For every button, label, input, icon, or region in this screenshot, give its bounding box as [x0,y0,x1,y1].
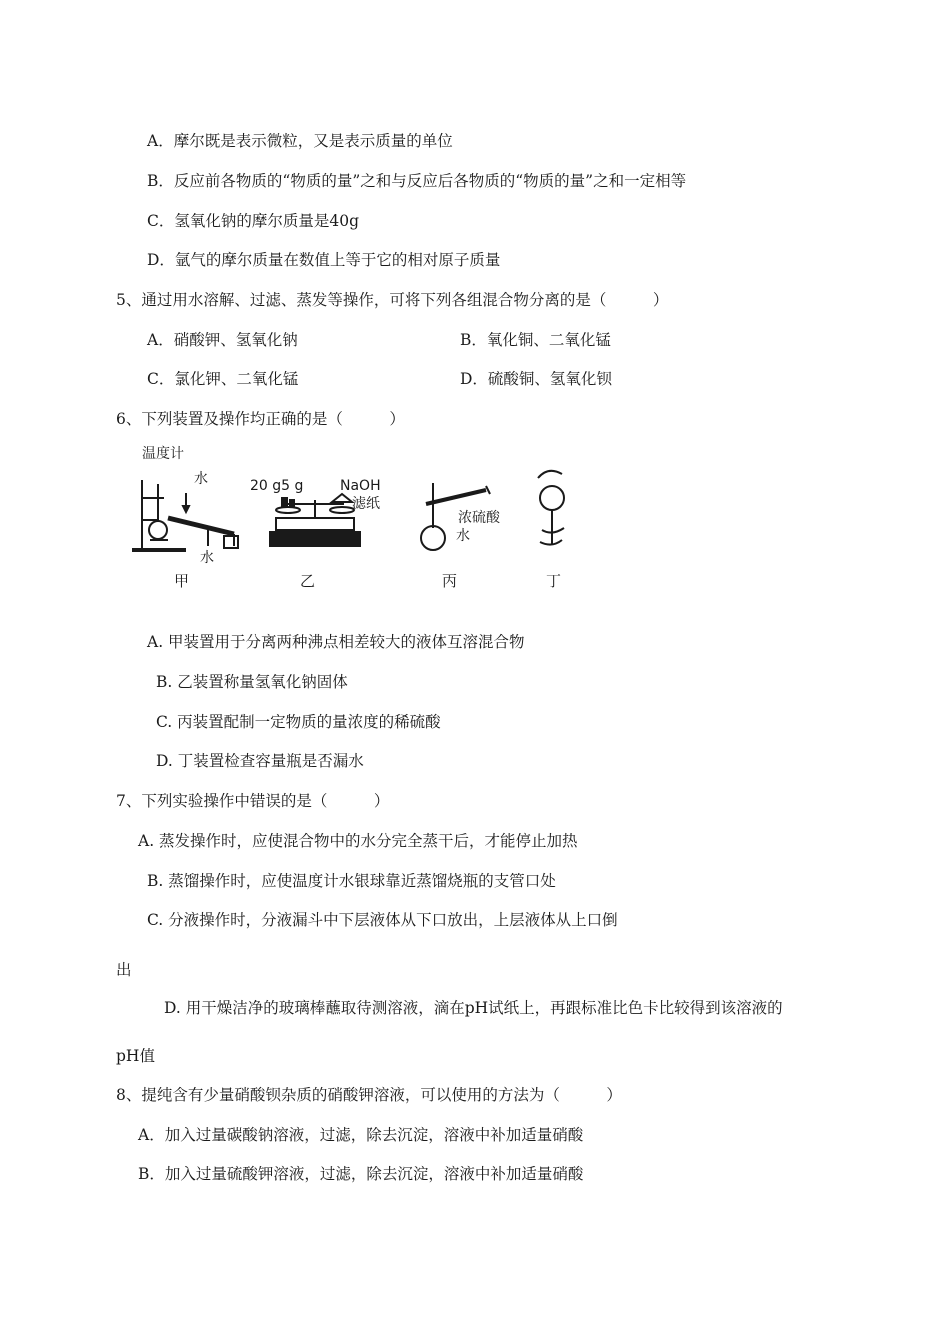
filter-paper-label: 滤纸 [352,496,380,512]
q7-option-c-line1: C. 分液操作时，分液漏斗中下层液体从下口放出，上层液体从上口倒 [147,911,618,929]
q4-option-a: A．摩尔既是表示微粒，又是表示质量的单位 [147,132,453,150]
weights-label: 20 g5 g [250,478,304,494]
q8-option-a: A．加入过量碳酸钠溶液，过滤，除去沉淀，溶液中补加适量硝酸 [138,1126,584,1144]
q6-option-a: A. 甲装置用于分离两种沸点相差较大的液体互溶混合物 [147,633,525,651]
q4-option-d: D．氩气的摩尔质量在数值上等于它的相对原子质量 [147,251,501,269]
naoh-label: NaOH [340,478,381,494]
q6-option-c: C. 丙装置配制一定物质的量浓度的稀硫酸 [156,713,441,731]
balance-apparatus [270,494,360,546]
q5-option-d: D．硫酸铜、氢氧化钡 [460,370,612,388]
caption-yi: 乙 [300,572,316,590]
water-label: 水 [456,528,470,544]
water-in-label: 水 [194,471,208,487]
q7-option-d-line2: pH值 [116,1047,155,1065]
apparatus-figure [128,438,588,598]
q5-option-c: C．氯化钾、二氧化锰 [147,370,299,388]
water-out-label: 水 [200,550,214,566]
q7-option-c-line2: 出 [116,961,132,979]
q8-stem: 8、提纯含有少量硝酸钡杂质的硝酸钾溶液，可以使用的方法为（ ） [116,1086,622,1104]
q5-option-a: A．硝酸钾、氢氧化钠 [147,331,298,349]
q5-stem: 5、通过用水溶解、过滤、蒸发等操作，可将下列各组混合物分离的是（ ） [116,291,669,309]
q7-option-d-line1: D. 用干燥洁净的玻璃棒蘸取待测溶液，滴在pH试纸上，再跟标准比色卡比较得到该溶液的 [164,999,783,1017]
caption-jia: 甲 [174,572,190,590]
q5-option-b: B．氧化铜、二氧化锰 [460,331,611,349]
caption-ding: 丁 [546,572,562,590]
distillation-apparatus [132,480,238,550]
leak-test-apparatus [538,471,564,545]
conc-acid-label: 浓硫酸 [458,510,500,526]
q4-option-b: B．反应前各物质的“物质的量”之和与反应后各物质的“物质的量”之和一定相等 [147,172,687,190]
q7-option-a: A. 蒸发操作时，应使混合物中的水分完全蒸干后，才能停止加热 [138,832,578,850]
q6-option-d: D. 丁装置检查容量瓶是否漏水 [156,752,364,770]
caption-bing: 丙 [442,572,458,590]
q6-stem: 6、下列装置及操作均正确的是（ ） [116,410,405,428]
q6-option-b: B. 乙装置称量氢氧化钠固体 [156,673,348,691]
q7-stem: 7、下列实验操作中错误的是（ ） [116,792,390,810]
thermometer-label: 温度计 [142,446,184,462]
q8-option-b: B．加入过量硫酸钾溶液，过滤，除去沉淀，溶液中补加适量硝酸 [138,1165,584,1183]
q4-option-c: C．氢氧化钠的摩尔质量是40g [147,212,360,230]
q7-option-b: B. 蒸馏操作时，应使温度计水银球靠近蒸馏烧瓶的支管口处 [147,872,556,890]
